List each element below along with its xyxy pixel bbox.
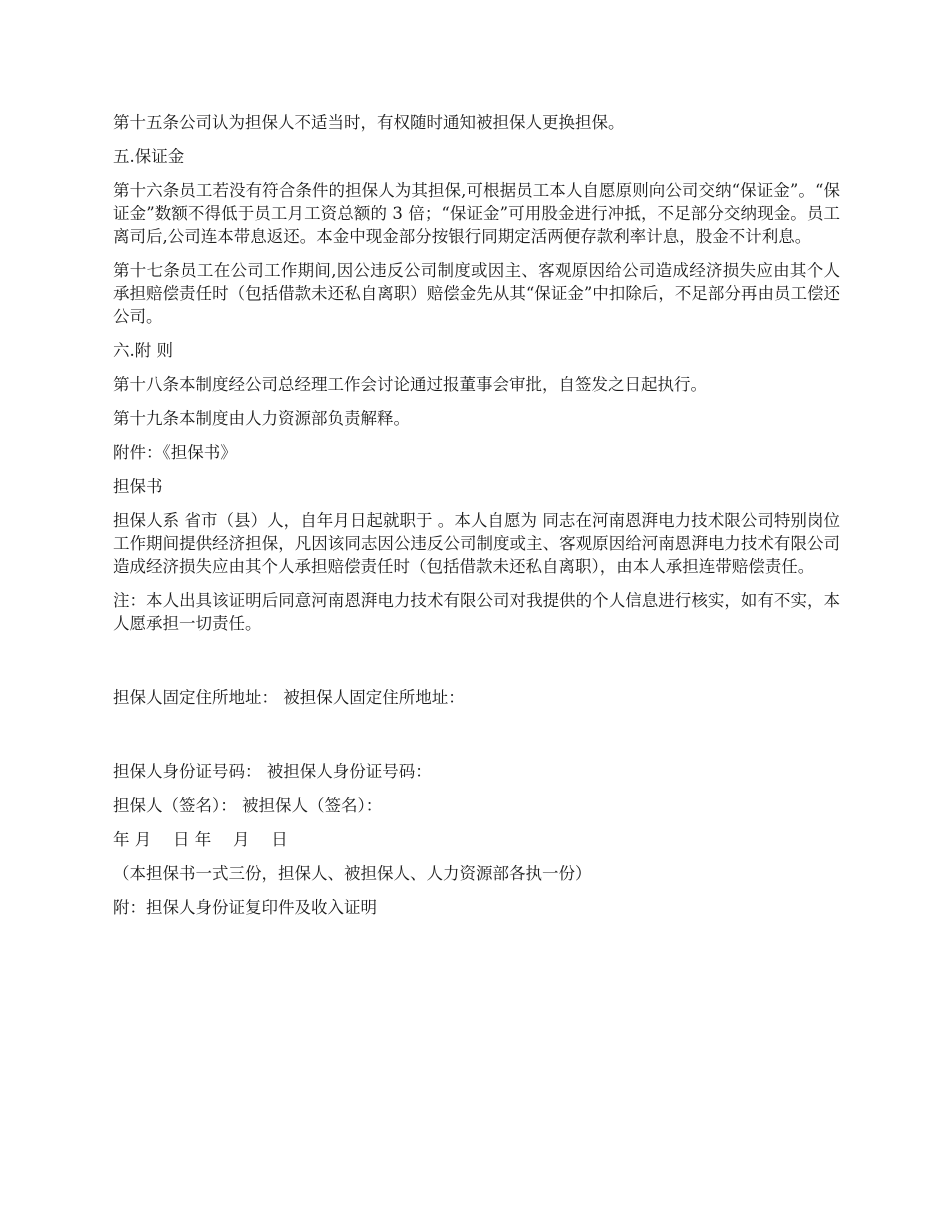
- section-heading-supplementary: 六.附 则: [113, 341, 173, 360]
- article-15: 第十五条公司认为担保人不适当时，有权随时通知被担保人更换担保。: [113, 113, 625, 132]
- article-16: 第十六条员工若没有符合条件的担保人为其担保,可根据员工本人自愿原则向公司交纳“保证金”。“保证金”数额不得低于员工月工资总额的 3 倍；“保证金”可用股金进行冲抵，不足部分交纳现金。员工离司后,公司连本带息返还。本金中现金部分按银行同期定活两便存款利率计息，股金不计利息。: [113, 181, 840, 246]
- section-heading-deposit: 五.保证金: [113, 147, 185, 166]
- article-17: 第十七条员工在公司工作期间,因公违反公司制度或因主、客观原因给公司造成经济损失应由其个人承担赔偿责任时（包括借款未还私自离职）赔偿金先从其“保证金”中扣除后，不足部分再由员工偿还公司。: [113, 261, 840, 326]
- article-18: 第十八条本制度经公司总经理工作会讨论通过报董事会审批，自签发之日起执行。: [113, 375, 707, 394]
- article-19: 第十九条本制度由人力资源部负责解释。: [113, 409, 410, 428]
- guarantee-letter-title: 担保书: [113, 477, 163, 496]
- copies-note: （本担保书一式三份，担保人、被担保人、人力资源部各执一份）: [113, 864, 592, 883]
- document-body: [113, 111, 840, 930]
- spacer: [113, 720, 840, 760]
- attachment-line: 附件：《担保书》: [113, 443, 237, 462]
- guarantee-letter-body: 担保人系 省市（县）人，自年月日起就职于 。本人自愿为 同志在河南恩湃电力技术限公司特别岗位工作期间提供经济担保，凡因该同志因公违反公司制度或主、客观原因给河南恩湃电力技术有限公司造成经济损失应由其个人承担赔偿责任时（包括借款未还私自离职），由本人承担连带赔偿责任。: [113, 511, 840, 576]
- attachments-note: 附：担保人身份证复印件及收入证明: [113, 898, 377, 917]
- address-fields: 担保人固定住所地址： 被担保人固定住所地址：: [113, 688, 465, 707]
- spacer: [113, 646, 840, 686]
- guarantee-note: 注：本人出具该证明后同意河南恩湃电力技术有限公司对我提供的个人信息进行核实，如有不实，本人愿承担一切责任。: [113, 591, 840, 633]
- date-fields: 年 月 日 年 月 日: [113, 830, 288, 849]
- id-number-fields: 担保人身份证号码： 被担保人身份证号码：: [113, 762, 432, 781]
- signature-fields: 担保人（签名）： 被担保人（签名）：: [113, 796, 383, 815]
